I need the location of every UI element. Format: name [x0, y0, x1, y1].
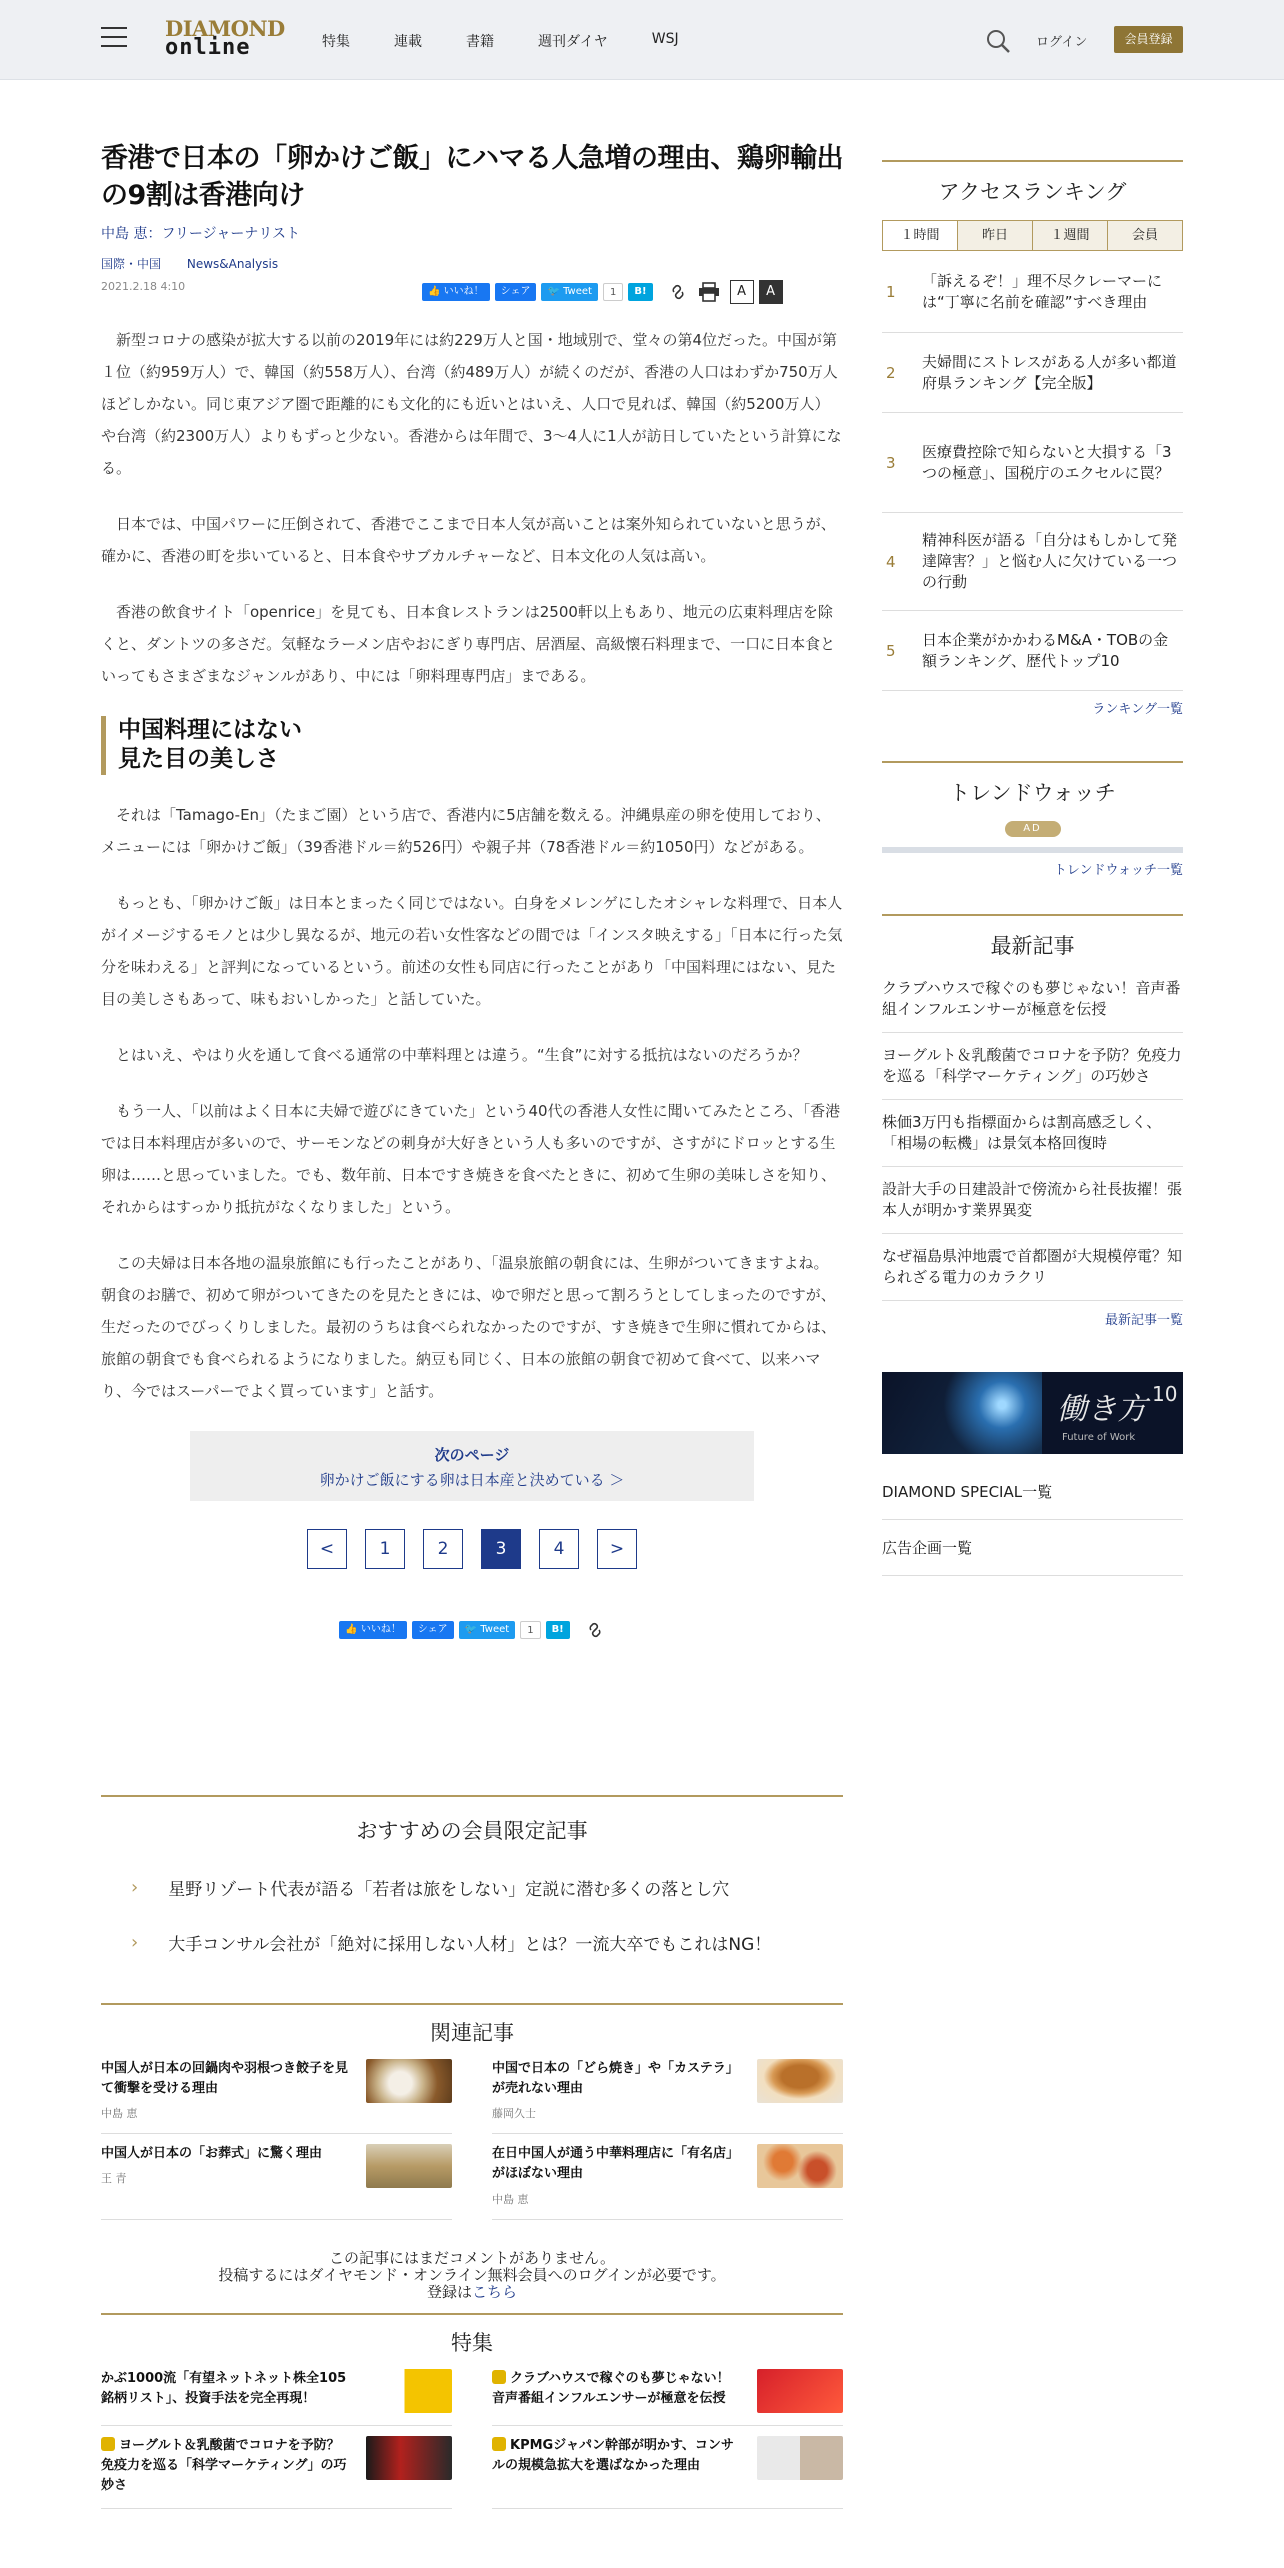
next-page-button[interactable]: 次のページ 卵かけご飯にする卵は日本産と決めている ＞: [190, 1431, 754, 1501]
page-1-button[interactable]: 1: [365, 1529, 405, 1569]
recommended-item[interactable]: › 大手コンサル会社が「絶対に採用しない人材」とは？一流大卒でもこれはNG！: [131, 1932, 772, 1955]
site-logo[interactable]: DIAMOND online: [165, 16, 285, 60]
tweet-button[interactable]: 🐦 Tweet: [459, 1621, 516, 1639]
page-4-button[interactable]: 4: [539, 1529, 579, 1569]
article-title: 香港で日本の「卵かけご飯」にハマる人急増の理由、鶏卵輸出の9割は香港向け: [101, 143, 843, 212]
latest-article-item[interactable]: 株価3万円も指標面からは割高感乏しく、「相場の転機」は景気本格回復時: [882, 1100, 1183, 1167]
subheading: 中国料理にはない 見た目の美しさ: [101, 716, 843, 776]
latest-article-item[interactable]: 設計大手の日建設計で傍流から社長抜擢！張本人が明かす業界異変: [882, 1167, 1183, 1234]
tab-1hour[interactable]: １時間: [883, 221, 957, 250]
page-3-button[interactable]: 3: [481, 1529, 521, 1569]
facebook-share-button[interactable]: シェア: [412, 1621, 454, 1639]
ranking-item[interactable]: 2 夫婦間にストレスがある人が多い都道府県ランキング【完全版】: [882, 333, 1183, 413]
hatena-button[interactable]: B!: [546, 1621, 570, 1639]
article-thumbnail: [366, 2059, 452, 2103]
font-size-large-button[interactable]: A: [759, 280, 783, 304]
tokushu-section: [101, 2313, 843, 2509]
paragraph: この夫婦は日本各地の温泉旅館にも行ったことがあり、「温泉旅館の朝食には、生卵がついてきますよね。朝食のお膳で、初めて卵がついてきたのを見たときには、ゆで卵だと思って割ろうとしてしまったのですが、生だったのでびっくりしました。最初のうちは食べられなかったのですが、すき焼きで生卵に慣れてからは、旅館の朝食でも食べられるようになりました。納豆も同じく、日本の旅館の朝食で初めて食べて、以来ハマり、今ではスーパーでよく買っています」と話す。: [101, 1254, 837, 1401]
article-thumbnail: [366, 2369, 452, 2413]
article-date: 2021.2.18 4:10: [101, 279, 186, 293]
nav-books[interactable]: 書籍: [466, 34, 494, 50]
article: [101, 140, 843, 1639]
ranking-item[interactable]: 1 「訴えるぞ！」理不尽クレーマーには“丁寧に名前を確認”すべき理由: [882, 251, 1183, 333]
article-thumbnail: [366, 2436, 452, 2480]
related-articles: [101, 2003, 843, 2220]
pagination: [101, 1529, 843, 1569]
tweet-count: 1: [520, 1621, 540, 1639]
nav-wsj[interactable]: WSJ: [651, 31, 679, 47]
paragraph: 新型コロナの感染が拡大する以前の2019年には約229万人と国・地域別で、堂々の第4位だった。中国が第１位（約959万人）で、韓国（約558万人）、台湾（約489万人）が続くのだが、香港の人口はわずか750万人ほどしかない。同じ東アジア圏で距離的にも文化的にも近いとはいえ、人口で見れば、韓国（約5200万人）や台湾（約2300万人）よりもずっと少ない。香港からは年間で、3～4人に1人が訪日していたという計算になる。: [101, 330, 842, 477]
comments-section: この記事にはまだコメントがありません。 投稿するにはダイヤモンド・オンライン無料会員へのログインが必要です。 登録はこちら: [218, 2249, 726, 2301]
latest-articles-title: 最新記事: [990, 934, 1075, 958]
ranking-title: アクセスランキング: [938, 180, 1127, 204]
article-categories: [101, 255, 843, 272]
ad-projects-link[interactable]: 広告企画一覧: [882, 1520, 1183, 1576]
article-thumbnail: [757, 2369, 843, 2413]
article-thumbnail: [757, 2436, 843, 2480]
section-title: 関連記事: [430, 2021, 514, 2045]
sidebar: [882, 160, 1183, 1576]
ranking-tabs: [882, 220, 1183, 251]
trend-watch-more-link[interactable]: トレンドウォッチ一覧: [1053, 863, 1183, 878]
site-header: [0, 0, 1284, 80]
ranking-item[interactable]: 4 精神科医が語る「自分はもしかして発達障害？」と悩む人に欠けている一つの行動: [882, 513, 1183, 611]
paragraph: とはいえ、やはり火を通して食べる通常の中華料理とは違う。“生食”に対する抵抗はないのだろうか？: [116, 1046, 808, 1065]
paragraph: もう一人、「以前はよく日本に夫婦で遊びにきていた」という40代の香港人女性に聞いてみたところ、「香港では日本料理店が多いので、サーモンなどの刺身が大好きという人も多いのですが、さすがにドロッとする生卵は……と思っていました。でも、数年前、日本ですき焼きを食べたときに、初めて生卵の美味しさを知り、それからはすっかり抵抗がなくなりました」という。: [101, 1102, 841, 1217]
nav-rensai[interactable]: 連載: [394, 34, 422, 50]
category-link[interactable]: 国際・中国: [101, 256, 162, 271]
paragraph: それは「Tamago-En」（たまご園）という店で、香港内に5店舗を数える。沖縄県産の卵を使用しており、メニューには「卵かけご飯」（39香港ドル＝約526円）や親子丼（78香港ドル＝約1050円）などがある。: [101, 806, 831, 857]
facebook-like-button[interactable]: 👍 いいね！: [339, 1621, 407, 1639]
ranking-item[interactable]: 5 日本企業がかかわるM&A・TOBの金額ランキング、歴代トップ10: [882, 611, 1183, 691]
section-title: おすすめの会員限定記事: [356, 1819, 588, 1843]
tab-1week[interactable]: １週間: [1032, 221, 1107, 250]
link-icon[interactable]: [585, 1621, 605, 1639]
latest-article-item[interactable]: ヨーグルト＆乳酸菌でコロナを予防？免疫力を巡る「科学マーケティング」の巧妙さ: [882, 1033, 1183, 1100]
recommended-item[interactable]: › 星野リゾート代表が語る「若者は旅をしない」定説に潜む多くの落とし穴: [131, 1877, 730, 1900]
article-body: [101, 324, 843, 1408]
article-meta: [101, 278, 843, 304]
login-link[interactable]: ログイン: [1036, 35, 1088, 50]
tab-yesterday[interactable]: 昨日: [957, 221, 1032, 250]
related-article-card[interactable]: 在日中国人が通う中華料理店に「有名店」がほぼない理由 中島 恵: [492, 2134, 843, 2219]
page-2-button[interactable]: 2: [423, 1529, 463, 1569]
paragraph: 香港の飲食サイト「openrice」を見ても、日本食レストランは2500軒以上もあり、地元の広東料理店を除くと、ダントツの多さだ。気軽なラーメン店やおにぎり専門店、居酒屋、高級懐石料理まで、一口に日本食といってもさまざまなジャンルがあり、中には「卵料理専門店」まである。: [101, 602, 836, 685]
latest-article-item[interactable]: なぜ福島県沖地震で首都圏が大規模停電？知られざる電力のカラクリ: [882, 1234, 1183, 1301]
tweet-count: 1: [603, 283, 623, 301]
tokushu-article-card[interactable]: クラブハウスで稼ぐのも夢じゃない！音声番組インフルエンサーが極意を伝授: [492, 2359, 843, 2426]
global-nav: [322, 31, 723, 51]
tokushu-article-card[interactable]: KPMGジャパン幹部が明かす、コンサルの規模急拡大を選ばなかった理由: [492, 2426, 843, 2509]
lock-icon: [492, 2370, 506, 2384]
lock-icon: [101, 2437, 115, 2451]
category-link[interactable]: News&Analysis: [186, 256, 279, 271]
diamond-special-link[interactable]: DIAMOND SPECIAL一覧: [882, 1464, 1183, 1520]
prev-page-button[interactable]: <: [307, 1529, 347, 1569]
share-bar: [422, 280, 783, 304]
tokushu-article-card[interactable]: ヨーグルト＆乳酸菌でコロナを予防？免疫力を巡る「科学マーケティング」の巧妙さ: [101, 2426, 452, 2509]
ranking-item[interactable]: 3 医療費控除で知らないと大損する「3つの極意」、国税庁のエクセルに罠？: [882, 413, 1183, 513]
register-link[interactable]: こちら: [472, 2283, 518, 2301]
tweet-button[interactable]: 🐦 Tweet: [541, 283, 598, 301]
article-thumbnail: [757, 2144, 843, 2188]
paragraph: もっとも、「卵かけご飯」は日本とまったく同じではない。白身をメレンゲにしたオシャレな料理で、日本人がイメージするモノとは少し異なるが、地元の若い女性客などの間では「インスタ映えする」「日本に行った気分を味わえる」と評判になっているという。前述の女性も同店に行ったことがあり「中国料理にはない、見た目の美しさもあって、味もおいしかった」と話していた。: [101, 894, 843, 1009]
tokushu-article-card[interactable]: かぶ1000流「有望ネットネット株全105銘柄リスト」、投資手法を完全再現！: [101, 2359, 452, 2426]
facebook-share-button[interactable]: シェア: [495, 283, 537, 301]
article-author[interactable]: 中島 恵：フリージャーナリスト: [101, 225, 301, 242]
chevron-right-icon: ›: [131, 1932, 139, 1953]
chevron-right-icon: ›: [131, 1877, 139, 1898]
tab-members[interactable]: 会員: [1107, 221, 1182, 250]
future-of-work-banner[interactable]: 働き方 10 Future of Work: [882, 1372, 1183, 1454]
ad-badge: AD: [1005, 821, 1061, 837]
article-thumbnail: [757, 2059, 843, 2103]
search-icon[interactable]: [985, 28, 1011, 54]
lock-icon: [492, 2437, 506, 2451]
link-icon[interactable]: [668, 283, 688, 301]
share-bar-bottom: [101, 1621, 843, 1639]
register-button[interactable]: 会員登録: [1114, 26, 1183, 53]
font-size-small-button[interactable]: A: [730, 280, 754, 304]
related-article-card[interactable]: 中国で日本の「どら焼き」や「カステラ」が売れない理由 藤岡久士: [492, 2049, 843, 2134]
facebook-like-button[interactable]: 👍 いいね！: [422, 283, 490, 301]
nav-tokushu[interactable]: 特集: [322, 34, 350, 50]
related-article-card[interactable]: 中国人が日本の回鍋肉や羽根つき餃子を見て衝撃を受ける理由 中島 恵: [101, 2049, 452, 2134]
article-thumbnail: [366, 2144, 452, 2188]
paragraph: 日本では、中国パワーに圧倒されて、香港でここまで日本人気が高いことは案外知られていないと思うが、確かに、香港の町を歩いていると、日本食やサブカルチャーなど、日本文化の人気は高い。: [101, 514, 836, 565]
ranking-more-link[interactable]: ランキング一覧: [1092, 702, 1183, 717]
latest-articles-more-link[interactable]: 最新記事一覧: [1104, 1313, 1183, 1328]
recommended-members-articles: [101, 1795, 843, 1955]
next-page-arrow[interactable]: >: [597, 1529, 637, 1569]
menu-icon[interactable]: [101, 27, 127, 49]
latest-article-item[interactable]: クラブハウスで稼ぐのも夢じゃない！音声番組インフルエンサーが極意を伝授: [882, 966, 1183, 1033]
nav-weekly[interactable]: 週刊ダイヤ: [538, 34, 608, 50]
trend-watch-bar: [882, 847, 1183, 853]
print-icon[interactable]: [698, 282, 720, 302]
trend-watch-title: トレンドウォッチ: [949, 781, 1116, 805]
related-article-card[interactable]: 中国人が日本の「お葬式」に驚く理由 王 青: [101, 2134, 452, 2219]
section-title: 特集: [451, 2331, 493, 2355]
hatena-button[interactable]: B!: [628, 283, 652, 301]
